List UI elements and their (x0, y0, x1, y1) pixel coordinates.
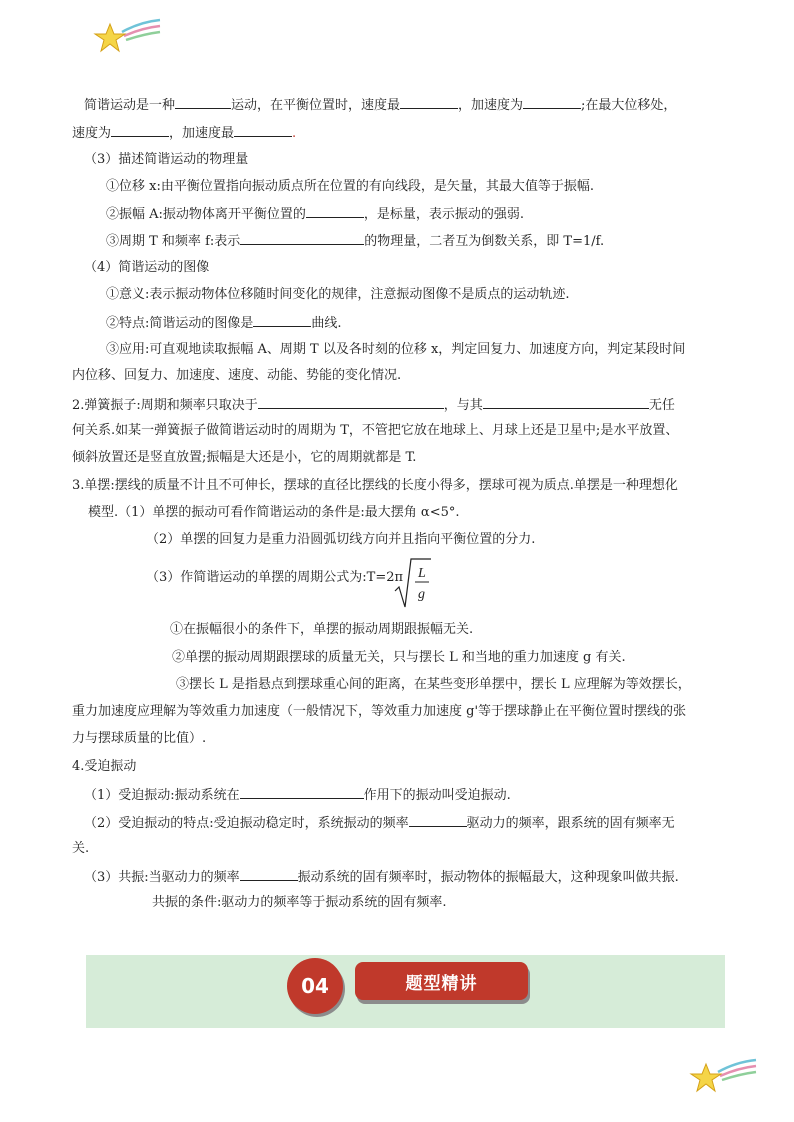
text: （2）受迫振动的特点:受迫振动稳定时，系统振动的频率 (84, 816, 409, 831)
text: 作用下的振动叫受迫振动. (363, 788, 511, 803)
paragraph-line: ①意义:表示振动物体位移随时间变化的规律，注意振动图像不是质点的运动轨迹. (106, 287, 570, 302)
fill-blank (253, 312, 311, 327)
paragraph-line (106, 230, 604, 252)
section-number-badge: 04 (287, 958, 343, 1014)
paragraph-line (84, 94, 676, 116)
paragraph-line: 重力加速度应理解为等效重力加速度（一般情况下，等效重力加速度 g'等于摆球静止在平衡位置时摆线的张 (72, 704, 687, 719)
shooting-star-icon (688, 1058, 758, 1098)
paragraph-line: 力与摆球质量的比值）. (72, 731, 207, 746)
text: ，是标量，表示振动的强弱. (363, 207, 525, 222)
paragraph-line: 模型.（1）单摆的振动可看作简谐运动的条件是:最大摆角 α<5°. (88, 505, 460, 520)
fill-blank (400, 94, 458, 109)
paragraph-line: 内位移、回复力、加速度、速度、动能、势能的变化情况. (72, 368, 402, 383)
text: 曲线. (311, 316, 342, 331)
formula-numerator: L (418, 566, 426, 581)
text: 简谐运动是一种 (84, 98, 176, 113)
paragraph-line (72, 122, 296, 144)
paragraph-line (84, 866, 679, 888)
paragraph-line (84, 784, 511, 806)
paragraph-line: （3）作简谐运动的单摆的周期公式为:T=2π (146, 570, 404, 585)
paragraph-line: 倾斜放置还是竖直放置;振幅是大还是小，它的周期就都是 T. (72, 450, 417, 465)
fill-blank (234, 122, 292, 137)
text: （3）共振:当驱动力的频率 (84, 870, 240, 885)
fill-blank (409, 812, 467, 827)
text: ②振幅 A:振动物体离开平衡位置的 (106, 207, 306, 222)
fill-blank (258, 394, 444, 409)
square-root-formula (393, 557, 433, 609)
text: 运动，在平衡位置时，速度最 (231, 98, 401, 113)
fill-blank (306, 203, 364, 218)
fill-blank (523, 94, 581, 109)
section-heading: （3）描述简谐运动的物理量 (84, 152, 249, 167)
paragraph-line: 共振的条件:驱动力的频率等于振动系统的固有频率. (152, 895, 447, 910)
paragraph-line: 关. (72, 841, 90, 856)
text: ②特点:简谐运动的图像是 (106, 316, 254, 331)
text: 驱动力的频率，跟系统的固有频率无 (466, 816, 675, 831)
section-title-badge: 题型精讲 (355, 962, 528, 1000)
text: ;在最大位移处， (581, 98, 677, 113)
paragraph-line: 3.单摆:摆线的质量不计且不可伸长，摆球的直径比摆线的长度小得多，摆球可视为质点.单摆是一种理想化 (72, 478, 678, 493)
paragraph-line: ①在振幅很小的条件下，单摆的振动周期跟振幅无关. (170, 622, 474, 637)
paragraph-line (84, 812, 675, 834)
paragraph-line: ①位移 x:由平衡位置指向振动质点所在位置的有向线段，是矢量，其最大值等于振幅. (106, 179, 594, 194)
formula-denominator: g (418, 587, 425, 602)
paragraph-line (106, 203, 524, 225)
text: . (292, 126, 297, 141)
shooting-star-icon (92, 18, 162, 58)
fill-blank (240, 230, 364, 245)
fill-blank (240, 784, 364, 799)
paragraph-line: 何关系.如某一弹簧振子做简谐运动时的周期为 T，不管把它放在地球上、月球上还是卫星中;是水平放置、 (72, 423, 679, 438)
text: ，加速度最 (169, 126, 235, 141)
fill-blank (175, 94, 231, 109)
paragraph-line (72, 394, 675, 416)
text: ，加速度为 (458, 98, 524, 113)
paragraph-line: ③应用:可直观地读取振幅 A、周期 T 以及各时刻的位移 x，判定回复力、加速度方向，判定某段时间 (106, 342, 686, 357)
paragraph-line: ②单摆的振动周期跟摆球的质量无关，只与摆长 L 和当地的重力加速度 g 有关. (172, 650, 626, 665)
paragraph-line (106, 312, 342, 334)
section-heading: （4）简谐运动的图像 (84, 260, 210, 275)
text: 的物理量，二者互为倒数关系，即 T=1/f. (364, 234, 605, 249)
paragraph-line: （2）单摆的回复力是重力沿圆弧切线方向并且指向平衡位置的分力. (146, 532, 536, 547)
text: 振动系统的固有频率时，振动物体的振幅最大，这种现象叫做共振. (297, 870, 679, 885)
text: 2.弹簧振子:周期和频率只取决于 (72, 398, 258, 413)
text: 速度为 (72, 126, 112, 141)
text: ③周期 T 和频率 f:表示 (106, 234, 241, 249)
fill-blank (483, 394, 649, 409)
text: ，与其 (443, 398, 483, 413)
section-heading: 4.受迫振动 (72, 759, 137, 774)
paragraph-line: ③摆长 L 是指悬点到摆球重心间的距离，在某些变形单摆中，摆长 L 应理解为等效摆长， (176, 677, 691, 692)
fill-blank (240, 866, 298, 881)
text: 无任 (648, 398, 675, 413)
text: （1）受迫振动:振动系统在 (84, 788, 240, 803)
fill-blank (111, 122, 169, 137)
